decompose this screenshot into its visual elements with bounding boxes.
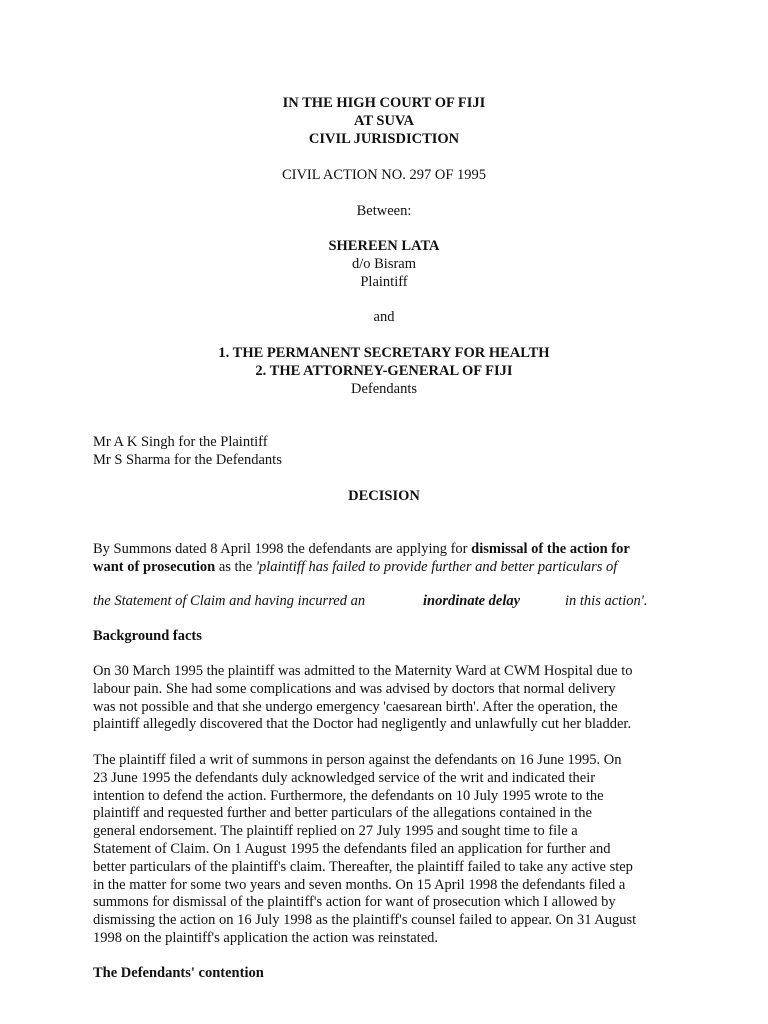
paragraph-line: plaintiff allegedly discovered that the Doctor had negligently and unlawfully cut her bladder.	[93, 716, 632, 733]
paragraph-background-2	[93, 752, 693, 948]
paragraph-line: was not possible and that she undergo emergency 'caesarean birth'. After the operation, the	[93, 698, 618, 715]
plaintiff-relation: d/o Bisram	[351, 256, 417, 272]
between-label: Between:	[356, 203, 412, 219]
and-label: and	[373, 309, 395, 325]
intro-line-1	[93, 540, 630, 558]
intro-emphasis: dismissal of the action for	[471, 541, 630, 557]
section-heading-contention: The Defendants' contention	[93, 965, 264, 981]
paragraph-line: summons for dismissal of the plaintiff's action for want of prosecution which I allowed by	[93, 894, 616, 911]
paragraph-line: intention to defend the action. Furthermore, the defendants on 10 July 1995 wrote to the	[93, 787, 604, 804]
court-location: AT SUVA	[353, 113, 415, 129]
paragraph-line: 1998 on the plaintiff's application the action was reinstated.	[93, 929, 439, 946]
paragraph-line: in the matter for some two years and seven months. On 15 April 1998 the defendants filed a	[93, 876, 626, 893]
plaintiff-role: Plaintiff	[360, 274, 408, 290]
paragraph-background-1	[93, 663, 693, 734]
paragraph-line: general endorsement. The plaintiff replied on 27 July 1995 and sought time to file a	[93, 823, 578, 840]
intro-quote: in this action'.	[565, 593, 648, 609]
paragraph-line: labour pain. She had some complications and was advised by doctors that normal delivery	[93, 680, 616, 697]
paragraph-line: Statement of Claim. On 1 August 1995 the defendants filed an application for further and	[93, 840, 611, 857]
plaintiff-name: SHEREEN LATA	[328, 238, 440, 254]
paragraph-line: On 30 March 1995 the plaintiff was admitted to the Maternity Ward at CWM Hospital due to	[93, 663, 633, 679]
counsel-defendants: Mr S Sharma for the Defendants	[93, 452, 282, 468]
defendant-1: 1. THE PERMANENT SECRETARY FOR HEALTH	[218, 345, 550, 361]
intro-emphasis: want of prosecution	[93, 559, 216, 575]
intro-quote: the Statement of Claim and having incurred an	[93, 593, 366, 609]
action-number: CIVIL ACTION NO. 297 OF 1995	[281, 167, 487, 183]
section-heading-background: Background facts	[93, 628, 202, 644]
intro-line-3	[93, 592, 693, 610]
counsel-plaintiff: Mr A K Singh for the Plaintiff	[93, 434, 268, 450]
intro-text: By Summons dated 8 April 1998 the defendants are applying for	[93, 541, 472, 557]
decision-title: DECISION	[348, 488, 420, 504]
defendant-role: Defendants	[350, 381, 418, 397]
intro-line-2	[93, 558, 617, 576]
intro-quote: 'plaintiff has failed to provide further and better particulars of	[255, 559, 618, 575]
paragraph-line: better particulars of the plaintiff's claim. Thereafter, the plaintiff failed to take any active step	[93, 858, 633, 875]
paragraph-line: 23 June 1995 the defendants duly acknowledged service of the writ and indicated their	[93, 769, 596, 786]
intro-emphasis-quote: inordinate delay	[423, 593, 521, 609]
court-jurisdiction: CIVIL JURISDICTION	[308, 131, 460, 147]
defendant-2: 2. THE ATTORNEY-GENERAL OF FIJI	[255, 363, 513, 379]
intro-text: as the	[215, 559, 256, 575]
paragraph-line: dismissing the action on 16 July 1998 as the plaintiff's counsel failed to appear. On 31 August	[93, 912, 637, 929]
court-name: IN THE HIGH COURT OF FIJI	[282, 95, 486, 111]
paragraph-line: The plaintiff filed a writ of summons in person against the defendants on 16 June 1995. On	[93, 752, 622, 768]
paragraph-line: plaintiff and requested further and better particulars of the allegations contained in the	[93, 805, 592, 822]
